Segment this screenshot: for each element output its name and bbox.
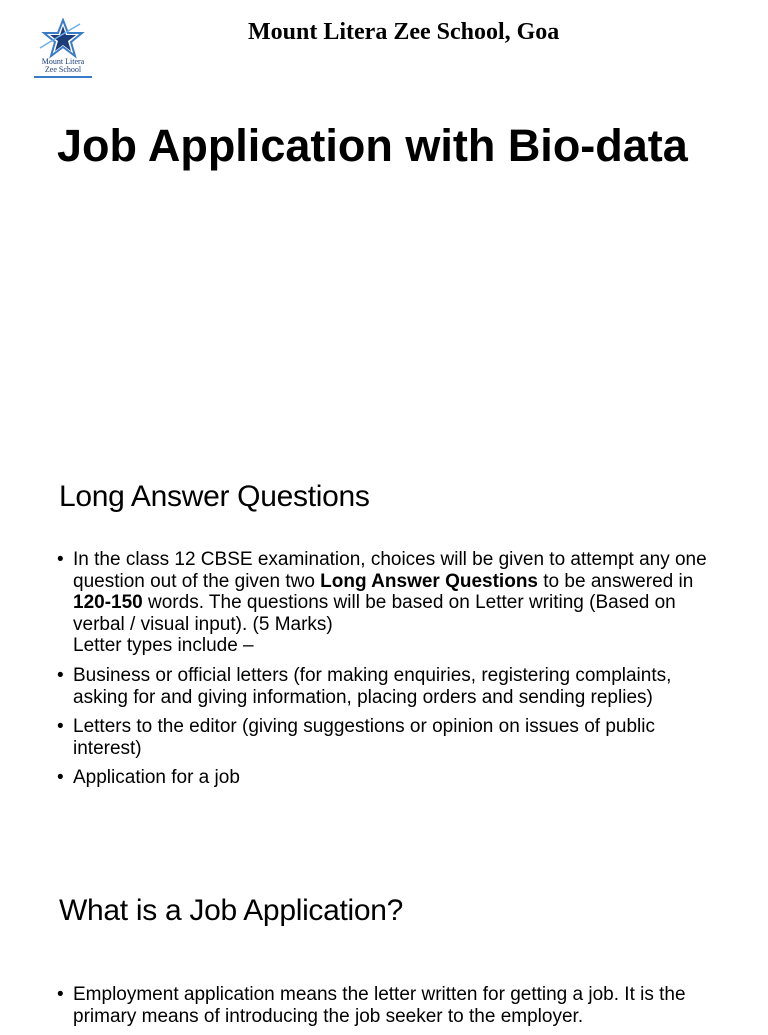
logo-name-line2: Zee School bbox=[44, 65, 82, 74]
logo-underline bbox=[34, 76, 92, 78]
page-title: Job Application with Bio-data bbox=[57, 120, 688, 171]
job-application-bullet-list bbox=[57, 984, 717, 1035]
bullet-icon: • bbox=[57, 767, 64, 789]
school-name: Mount Litera Zee School, Goa bbox=[248, 19, 560, 45]
bullet-icon: • bbox=[57, 984, 64, 1005]
bullet-icon: • bbox=[57, 664, 64, 686]
star-logo-icon bbox=[32, 18, 94, 60]
school-logo bbox=[32, 18, 94, 80]
bullet-icon: • bbox=[57, 549, 64, 570]
long-answer-bullet-list bbox=[57, 549, 717, 797]
logo-name-line1: Mount Litera bbox=[41, 57, 85, 66]
section-heading-long-answer: Long Answer Questions bbox=[59, 480, 370, 513]
list-item: • Application for a job bbox=[57, 767, 240, 789]
letter-types-line: Letter types include – bbox=[73, 635, 254, 657]
section-heading-job-application: What is a Job Application? bbox=[59, 894, 404, 927]
bullet-icon: • bbox=[57, 716, 64, 738]
list-item: • Letters to the editor (giving suggestions or opinion on issues of public interest) bbox=[57, 716, 655, 759]
list-item: • Employment application means the letter written for getting a job. It is the primary means of introducing the job seeker to the employer. bbox=[57, 984, 686, 1027]
list-item: • In the class 12 CBSE examination, choices will be given to attempt any one question out of the given two Long Answer Questions to be answered in 120-150 words. The questions will be based on Letter writing (Based on verbal / visual input). (5 Marks) Letter types include – bbox=[57, 549, 707, 657]
list-item: • Business or official letters (for making enquiries, registering complaints, asking for and giving information, placing orders and sending replies) bbox=[57, 664, 672, 708]
